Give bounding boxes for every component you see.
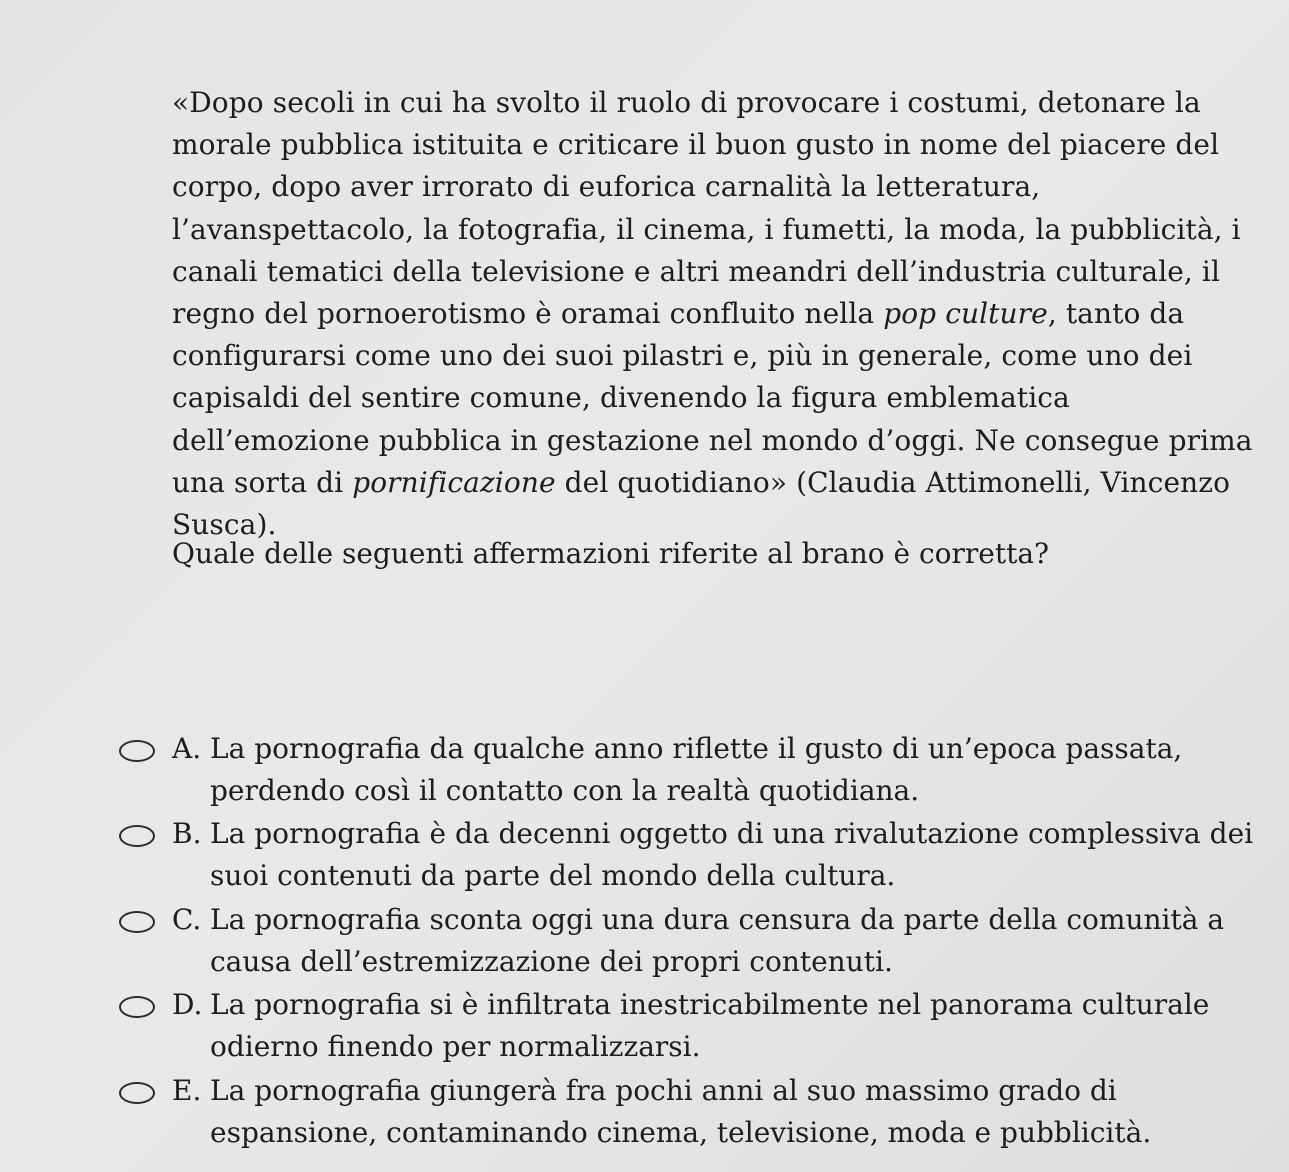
passage-italic-term: pop culture xyxy=(883,297,1048,331)
option-text: La pornografia è da decenni oggetto di una rivalutazione complessiva dei suoi contenuti da parte del mondo della cultura. xyxy=(210,817,1254,892)
option-e[interactable] xyxy=(118,1070,1268,1154)
passage-tail: del quotidiano» (Claudia Attimonelli, Vincenzo Susca). xyxy=(172,465,1231,542)
radio-button-icon[interactable] xyxy=(119,1082,155,1104)
option-letter: C. xyxy=(172,903,202,936)
option-b[interactable] xyxy=(118,813,1268,897)
option-text: La pornografia giungerà fra pochi anni al suo massimo grado di espansione, contaminando cinema, televisione, moda e pubblicità. xyxy=(210,1074,1152,1149)
passage-paragraph xyxy=(172,82,1272,546)
option-text: La pornografia si è infiltrata inestricabilmente nel panorama culturale odierno finendo per normalizzarsi. xyxy=(210,988,1210,1063)
radio-button-icon[interactable] xyxy=(119,911,155,933)
passage-middle: , tanto da configurarsi come uno dei suoi pilastri e, più in generale, come uno dei capisaldi del sentire comune, divenendo la figura emblematica dell’emozione pubblica in gestazione nel mondo d’oggi. Ne consegue prima una sorta di xyxy=(172,297,1253,499)
option-text: La pornografia sconta oggi una dura censura da parte della comunità a causa dell’estremizzazione dei propri contenuti. xyxy=(210,903,1225,978)
option-a[interactable] xyxy=(118,728,1268,812)
passage-lead: «Dopo secoli in cui ha svolto il ruolo di provocare i costumi, detonare la morale pubblica istituita e criticare il buon gusto in nome del piacere del corpo, dopo aver irrorato di euforica carnalità la letteratura, l’avanspettacolo, la fotografia, il cinema, i fumetti, la moda, la pubblicità, i canali tematici della televisione e altri meandri dell’industria culturale, il regno del pornoerotismo è oramai confluito nella xyxy=(172,86,1241,331)
option-c[interactable] xyxy=(118,899,1268,983)
option-text: La pornografia da qualche anno riflette il gusto di un’epoca passata, perdendo così il contatto con la realtà quotidiana. xyxy=(210,732,1183,807)
passage-italic-term: pornificazione xyxy=(352,465,556,499)
radio-button-icon[interactable] xyxy=(119,996,155,1018)
passage-text xyxy=(172,82,1272,546)
radio-button-icon[interactable] xyxy=(119,825,155,847)
radio-button-icon[interactable] xyxy=(119,740,155,762)
option-d[interactable] xyxy=(118,984,1268,1068)
question-text: Quale delle seguenti affermazioni riferite al brano è corretta? xyxy=(172,537,1050,570)
option-letter: E. xyxy=(172,1074,202,1107)
option-letter: B. xyxy=(172,817,202,850)
option-letter: A. xyxy=(172,732,202,765)
option-letter: D. xyxy=(172,988,203,1021)
